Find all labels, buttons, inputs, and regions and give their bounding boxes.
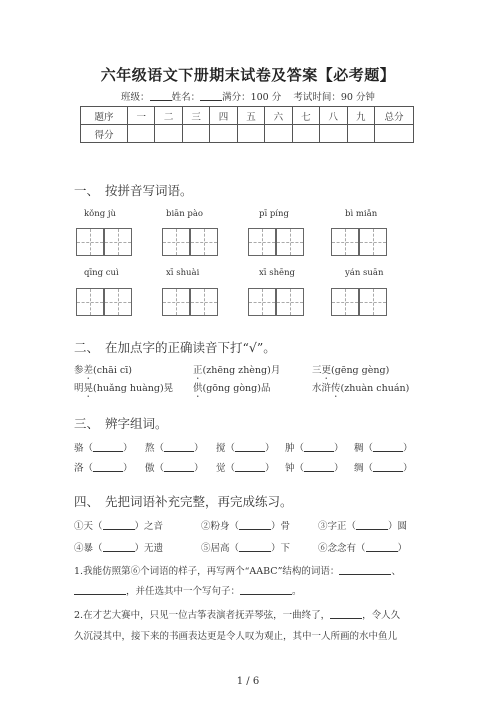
idiom-suffix: ） <box>397 543 408 554</box>
section-2-heading <box>74 338 276 356</box>
idiom-prefix: ⑥念念有（ <box>318 543 366 554</box>
paren: （ <box>363 443 374 454</box>
idiom-prefix: ④暴（ <box>74 543 103 554</box>
word-part: 明 <box>74 383 84 394</box>
word-group-item[interactable] <box>354 460 413 474</box>
paren: （ <box>294 463 305 474</box>
char: 肿 <box>285 443 295 454</box>
writing-box[interactable] <box>76 228 104 256</box>
exam-info <box>0 89 496 103</box>
char: 傲 <box>145 463 155 474</box>
question-2-line-2: 久沉浸其中，接下来的书画表达更是令人叹为观止，其中一人所画的水中鱼儿 <box>74 631 398 642</box>
dotted-char: 更 <box>321 365 332 376</box>
score-table-score-row <box>81 125 414 143</box>
score-input-cell[interactable] <box>292 125 319 143</box>
answer-blank[interactable] <box>74 585 126 595</box>
section-1-heading <box>74 181 193 199</box>
pronunciation-options[interactable]: (zhēng zhèng)月 <box>202 365 281 376</box>
section-4-heading <box>74 492 293 510</box>
word-part: 水浒 <box>312 383 332 394</box>
writing-box[interactable] <box>104 228 132 256</box>
idiom-item[interactable] <box>74 518 163 532</box>
score-input-cell[interactable] <box>155 125 182 143</box>
paren: ） <box>123 463 133 474</box>
score-input-cell[interactable] <box>375 125 414 143</box>
score-input-cell[interactable] <box>347 125 375 143</box>
reading-item[interactable] <box>74 362 132 382</box>
section-number: 一、 <box>74 183 100 198</box>
score-cell: 八 <box>320 107 347 125</box>
question-text: 1.我能仿照第⑥个词语的样子，再写两个“AABC”结构的词语： <box>74 566 340 577</box>
writing-box[interactable] <box>331 228 359 256</box>
word-group-item[interactable] <box>216 460 275 474</box>
pinyin-label: qīng cuì <box>84 268 119 278</box>
score-cell: 五 <box>237 107 264 125</box>
exam-time: 考试时间：90 分钟 <box>293 92 375 103</box>
section-number: 二、 <box>74 340 100 355</box>
idiom-suffix: ）骨 <box>271 521 291 532</box>
paren: （ <box>154 443 165 454</box>
score-cell: 七 <box>292 107 319 125</box>
name-blank <box>200 91 222 101</box>
pinyin-label: kǒng jù <box>84 209 116 219</box>
char: 稠 <box>354 443 364 454</box>
pinyin-label: xī shuài <box>166 268 200 278</box>
section-number: 四、 <box>74 494 100 509</box>
reading-item[interactable] <box>312 362 389 382</box>
section-number: 三、 <box>74 416 100 431</box>
idiom-item[interactable] <box>318 518 407 532</box>
score-input-cell[interactable] <box>210 125 237 143</box>
score-cell: 二 <box>155 107 182 125</box>
writing-box[interactable] <box>76 288 104 316</box>
idiom-suffix: ）圆 <box>388 521 408 532</box>
writing-box[interactable] <box>248 228 276 256</box>
answer-blank[interactable] <box>373 462 403 472</box>
word-group-item[interactable] <box>285 460 344 474</box>
paren: （ <box>154 463 165 474</box>
pronunciation-options[interactable]: (gōng gòng)品 <box>202 383 271 394</box>
score-input-cell[interactable] <box>265 125 292 143</box>
paren: （ <box>83 443 94 454</box>
idiom-prefix: ①天（ <box>74 521 103 532</box>
answer-blank[interactable] <box>235 442 265 452</box>
answer-blank[interactable] <box>93 442 123 452</box>
reading-item[interactable] <box>312 380 409 400</box>
page-number: 1 / 6 <box>236 676 260 687</box>
paren: ） <box>194 443 204 454</box>
score-table-header-row <box>81 107 414 125</box>
answer-blank[interactable] <box>103 542 135 552</box>
word-part: 三 <box>312 365 322 376</box>
word-group-item[interactable] <box>74 460 133 474</box>
section-3-heading <box>74 414 168 432</box>
paren: （ <box>83 463 94 474</box>
writing-box[interactable] <box>276 288 304 316</box>
paren: ） <box>403 443 413 454</box>
writing-box[interactable] <box>276 228 304 256</box>
answer-blank[interactable] <box>356 520 388 530</box>
pinyin-label: bì miǎn <box>345 209 378 219</box>
answer-blank[interactable] <box>239 520 271 530</box>
char: 搅 <box>216 443 226 454</box>
answer-blank[interactable] <box>103 520 135 530</box>
idiom-item[interactable] <box>201 518 290 532</box>
score-table <box>80 106 414 143</box>
pinyin-label: biān pào <box>166 209 204 219</box>
punctuation: 。 <box>292 586 302 597</box>
word-group-item[interactable] <box>354 440 413 454</box>
pronunciation-options[interactable]: (zhuàn chuán) <box>340 383 410 394</box>
answer-blank[interactable] <box>164 442 194 452</box>
paren: ） <box>334 463 344 474</box>
question-1-line-1 <box>74 563 401 577</box>
word-group-item[interactable] <box>74 440 133 454</box>
punctuation: 、 <box>391 566 401 577</box>
pronunciation-options[interactable]: (gēng gèng) <box>331 365 390 376</box>
writing-box[interactable] <box>359 228 387 256</box>
word-group-item[interactable] <box>285 440 344 454</box>
dotted-char: 差 <box>83 365 94 376</box>
page-title: 六年级语文下册期末试卷及答案【必考题】 <box>100 66 396 84</box>
paren: （ <box>225 443 236 454</box>
question-2-line-1 <box>74 607 400 621</box>
dotted-char: 传 <box>331 383 341 394</box>
section-title: 先把词语补充完整，再完成练习。 <box>105 494 293 509</box>
writing-box[interactable] <box>331 288 359 316</box>
paren: ） <box>334 443 344 454</box>
idiom-suffix: ）无遗 <box>134 543 164 554</box>
reading-item[interactable] <box>193 362 280 382</box>
question-text: ，令人久 <box>362 610 401 621</box>
answer-blank[interactable] <box>330 609 362 619</box>
char: 绸 <box>354 463 364 474</box>
writing-box[interactable] <box>104 288 132 316</box>
idiom-item[interactable] <box>201 540 290 554</box>
dotted-char: 正 <box>193 365 203 376</box>
question-text: ，并任选其中一个写句子： <box>126 586 241 597</box>
answer-blank[interactable] <box>240 585 292 595</box>
name-label: 姓名： <box>171 92 201 103</box>
answer-blank[interactable] <box>93 462 123 472</box>
section-title: 辨字组词。 <box>105 416 168 431</box>
dotted-char: 供 <box>193 383 203 394</box>
writing-box[interactable] <box>248 288 276 316</box>
section-title: 在加点字的正确读音下打“√”。 <box>105 340 276 355</box>
idiom-prefix: ②粉身（ <box>201 521 240 532</box>
writing-box[interactable] <box>190 288 218 316</box>
paren: ） <box>194 463 204 474</box>
idiom-item[interactable] <box>318 540 407 554</box>
answer-blank[interactable] <box>304 462 334 472</box>
score-input-cell[interactable] <box>237 125 264 143</box>
paren: （ <box>363 463 374 474</box>
idiom-prefix: ③字正（ <box>318 521 357 532</box>
writing-box[interactable] <box>190 228 218 256</box>
score-cell: 一 <box>128 107 155 125</box>
answer-blank[interactable] <box>164 462 194 472</box>
reading-item[interactable] <box>74 380 173 400</box>
score-cell: 六 <box>265 107 292 125</box>
class-blank <box>150 91 172 101</box>
answer-blank[interactable] <box>239 542 271 552</box>
score-cell: 四 <box>210 107 237 125</box>
pinyin-label: yán suān <box>345 268 384 278</box>
pronunciation-options[interactable]: (huǎng huàng)晃 <box>93 383 174 394</box>
writing-box[interactable] <box>359 288 387 316</box>
paren: ） <box>123 443 133 454</box>
score-cell: 九 <box>347 107 375 125</box>
idiom-item[interactable] <box>74 540 163 554</box>
pinyin-label: xī shēng <box>259 268 295 278</box>
pinyin-label: pī píng <box>259 209 289 219</box>
question-text: 2.在才艺大赛中，只见一位古筝表演者抚弄琴弦，一曲终了， <box>74 610 331 621</box>
paren: （ <box>294 443 305 454</box>
score-input-cell[interactable] <box>320 125 347 143</box>
answer-blank[interactable] <box>366 542 398 552</box>
paren: （ <box>225 463 236 474</box>
reading-item[interactable] <box>193 380 270 400</box>
answer-blank[interactable] <box>235 462 265 472</box>
pronunciation-options[interactable]: (chāi cī) <box>93 365 132 376</box>
paren: ） <box>403 463 413 474</box>
word-group-item[interactable] <box>145 440 204 454</box>
paren: ） <box>265 443 275 454</box>
char: 骆 <box>74 443 84 454</box>
idiom-prefix: ⑤居高（ <box>201 543 240 554</box>
score-cell: 题序 <box>81 107 128 125</box>
char: 洛 <box>74 463 84 474</box>
answer-blank[interactable] <box>339 565 391 575</box>
class-label: 班级： <box>121 92 150 103</box>
score-cell: 总分 <box>375 107 414 125</box>
score-cell: 得分 <box>81 125 128 143</box>
word-group-item[interactable] <box>145 460 204 474</box>
answer-blank[interactable] <box>304 442 334 452</box>
writing-box[interactable] <box>162 288 190 316</box>
dotted-char: 晃 <box>83 383 94 394</box>
word-group-item[interactable] <box>216 440 275 454</box>
idiom-suffix: ）之音 <box>134 521 164 532</box>
char: 觉 <box>216 463 226 474</box>
answer-blank[interactable] <box>373 442 403 452</box>
paren: ） <box>265 463 275 474</box>
char: 钟 <box>285 463 295 474</box>
score-input-cell[interactable] <box>128 125 155 143</box>
full-score: 满分：100 分 <box>222 92 282 103</box>
char: 熬 <box>145 443 155 454</box>
score-cell: 三 <box>182 107 209 125</box>
idiom-suffix: ）下 <box>271 543 291 554</box>
score-input-cell[interactable] <box>182 125 209 143</box>
writing-box[interactable] <box>162 228 190 256</box>
word-part: 参 <box>74 365 84 376</box>
section-title: 按拼音写词语。 <box>105 183 193 198</box>
question-1-line-2 <box>74 583 302 597</box>
